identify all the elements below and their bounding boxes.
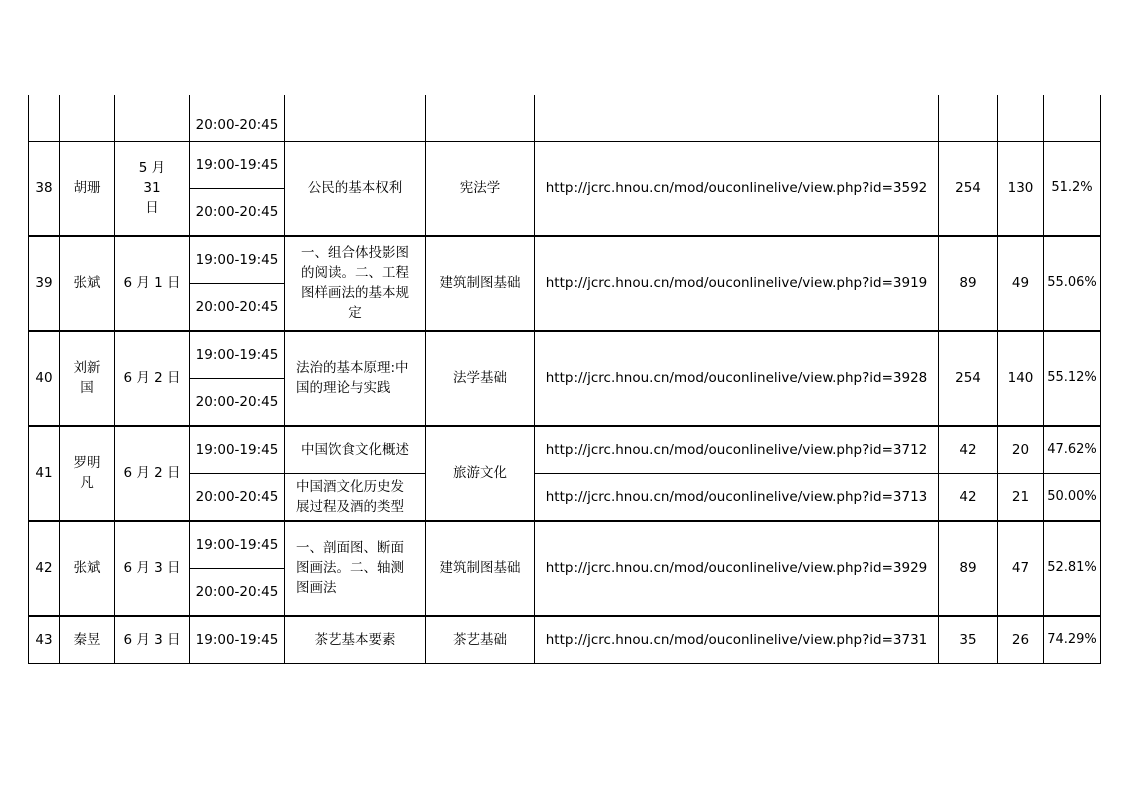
time-slot: 20:00-20:45: [190, 283, 285, 331]
time-slot: 20:00-20:45: [190, 95, 285, 141]
rate-cell: 74.29%: [1044, 616, 1101, 664]
rate-cell: 52.81%: [1044, 521, 1101, 616]
time-slot: 20:00-20:45: [190, 378, 285, 426]
topic-cell: [285, 331, 426, 426]
time-slot: 19:00-19:45: [190, 331, 285, 379]
course-cell: 宪法学: [426, 141, 535, 236]
url-cell: http://jcrc.hnou.cn/mod/ouconlinelive/view.php?id=3712: [535, 426, 939, 474]
participants-cell: 26: [998, 616, 1044, 664]
topic-text: 中国酒文化历史发展过程及酒的类型: [296, 478, 404, 515]
participants-cell: 47: [998, 521, 1044, 616]
row-id: 40: [29, 331, 60, 426]
time-slot: 20:00-20:45: [190, 568, 285, 616]
participants-cell: 130: [998, 141, 1044, 236]
time-slot: 19:00-19:45: [190, 141, 285, 188]
course-cell: 旅游文化: [426, 426, 535, 521]
participants-cell: 21: [998, 473, 1044, 521]
rate-cell: 55.06%: [1044, 236, 1101, 331]
teacher-cell: [60, 426, 115, 521]
url-cell: http://jcrc.hnou.cn/mod/ouconlinelive/view.php?id=3919: [535, 236, 939, 331]
topic-cell: [285, 236, 426, 331]
time-slot: 20:00-20:45: [190, 188, 285, 236]
total-cell: 35: [939, 616, 998, 664]
participants-cell: 140: [998, 331, 1044, 426]
url-cell: http://jcrc.hnou.cn/mod/ouconlinelive/view.php?id=3592: [535, 141, 939, 236]
date-cell: [115, 95, 190, 141]
schedule-table: [28, 95, 1101, 664]
teacher-cell: 张斌: [60, 521, 115, 616]
topic-cell: [285, 473, 426, 521]
table-row: [29, 616, 1101, 664]
teacher-cell: 张斌: [60, 236, 115, 331]
rate-cell: [1044, 95, 1101, 141]
teacher-cell: 秦昱: [60, 616, 115, 664]
row-id: 43: [29, 616, 60, 664]
table-row: [29, 236, 1101, 284]
total-cell: [939, 95, 998, 141]
total-cell: 89: [939, 521, 998, 616]
url-cell: http://jcrc.hnou.cn/mod/ouconlinelive/view.php?id=3713: [535, 473, 939, 521]
total-cell: 254: [939, 331, 998, 426]
time-slot: 20:00-20:45: [190, 473, 285, 521]
participants-cell: 20: [998, 426, 1044, 474]
course-cell: 茶艺基础: [426, 616, 535, 664]
url-cell: http://jcrc.hnou.cn/mod/ouconlinelive/view.php?id=3731: [535, 616, 939, 664]
row-id: 42: [29, 521, 60, 616]
topic-cell: 中国饮食文化概述: [285, 426, 426, 474]
teacher-text: 罗明凡: [73, 455, 101, 491]
course-cell: 建筑制图基础: [426, 521, 535, 616]
participants-cell: 49: [998, 236, 1044, 331]
course-cell: [426, 95, 535, 141]
teacher-cell: [60, 95, 115, 141]
time-slot: 19:00-19:45: [190, 236, 285, 284]
table-row: [29, 426, 1101, 474]
row-id: 39: [29, 236, 60, 331]
topic-cell: 公民的基本权利: [285, 141, 426, 236]
date-cell: 6 月 3 日: [115, 521, 190, 616]
total-cell: 42: [939, 473, 998, 521]
date-cell: 6 月 2 日: [115, 426, 190, 521]
rate-cell: 47.62%: [1044, 426, 1101, 474]
date-cell: 6 月 1 日: [115, 236, 190, 331]
url-cell: http://jcrc.hnou.cn/mod/ouconlinelive/view.php?id=3928: [535, 331, 939, 426]
time-slot: 19:00-19:45: [190, 521, 285, 569]
topic-cell: 茶艺基本要素: [285, 616, 426, 664]
total-cell: 254: [939, 141, 998, 236]
table-row: [29, 473, 1101, 521]
total-cell: 89: [939, 236, 998, 331]
teacher-cell: 胡珊: [60, 141, 115, 236]
topic-cell: [285, 521, 426, 616]
row-id: 38: [29, 141, 60, 236]
topic-cell: [285, 95, 426, 141]
table-row: [29, 141, 1101, 188]
table-row: [29, 521, 1101, 569]
topic-text: 法治的基本原理:中国的理论与实践: [296, 360, 409, 396]
row-id: 41: [29, 426, 60, 521]
time-slot: 19:00-19:45: [190, 616, 285, 664]
table-row: [29, 95, 1101, 141]
date-text: 5 月 31 日: [138, 160, 166, 216]
date-cell: [115, 141, 190, 236]
rate-cell: 50.00%: [1044, 473, 1101, 521]
url-cell: http://jcrc.hnou.cn/mod/ouconlinelive/view.php?id=3929: [535, 521, 939, 616]
total-cell: 42: [939, 426, 998, 474]
topic-text: 一、组合体投影图的阅读。二、工程图样画法的基本规定: [301, 245, 409, 321]
topic-text: 一、剖面图、断面图画法。二、轴测图画法: [296, 540, 404, 596]
date-cell: 6 月 3 日: [115, 616, 190, 664]
table-row: [29, 331, 1101, 379]
time-slot: 19:00-19:45: [190, 426, 285, 474]
course-cell: 建筑制图基础: [426, 236, 535, 331]
url-cell: [535, 95, 939, 141]
date-cell: 6 月 2 日: [115, 331, 190, 426]
rate-cell: 51.2%: [1044, 141, 1101, 236]
row-id: [29, 95, 60, 141]
course-cell: 法学基础: [426, 331, 535, 426]
teacher-cell: [60, 331, 115, 426]
teacher-text: 刘新国: [73, 360, 101, 396]
participants-cell: [998, 95, 1044, 141]
rate-cell: 55.12%: [1044, 331, 1101, 426]
